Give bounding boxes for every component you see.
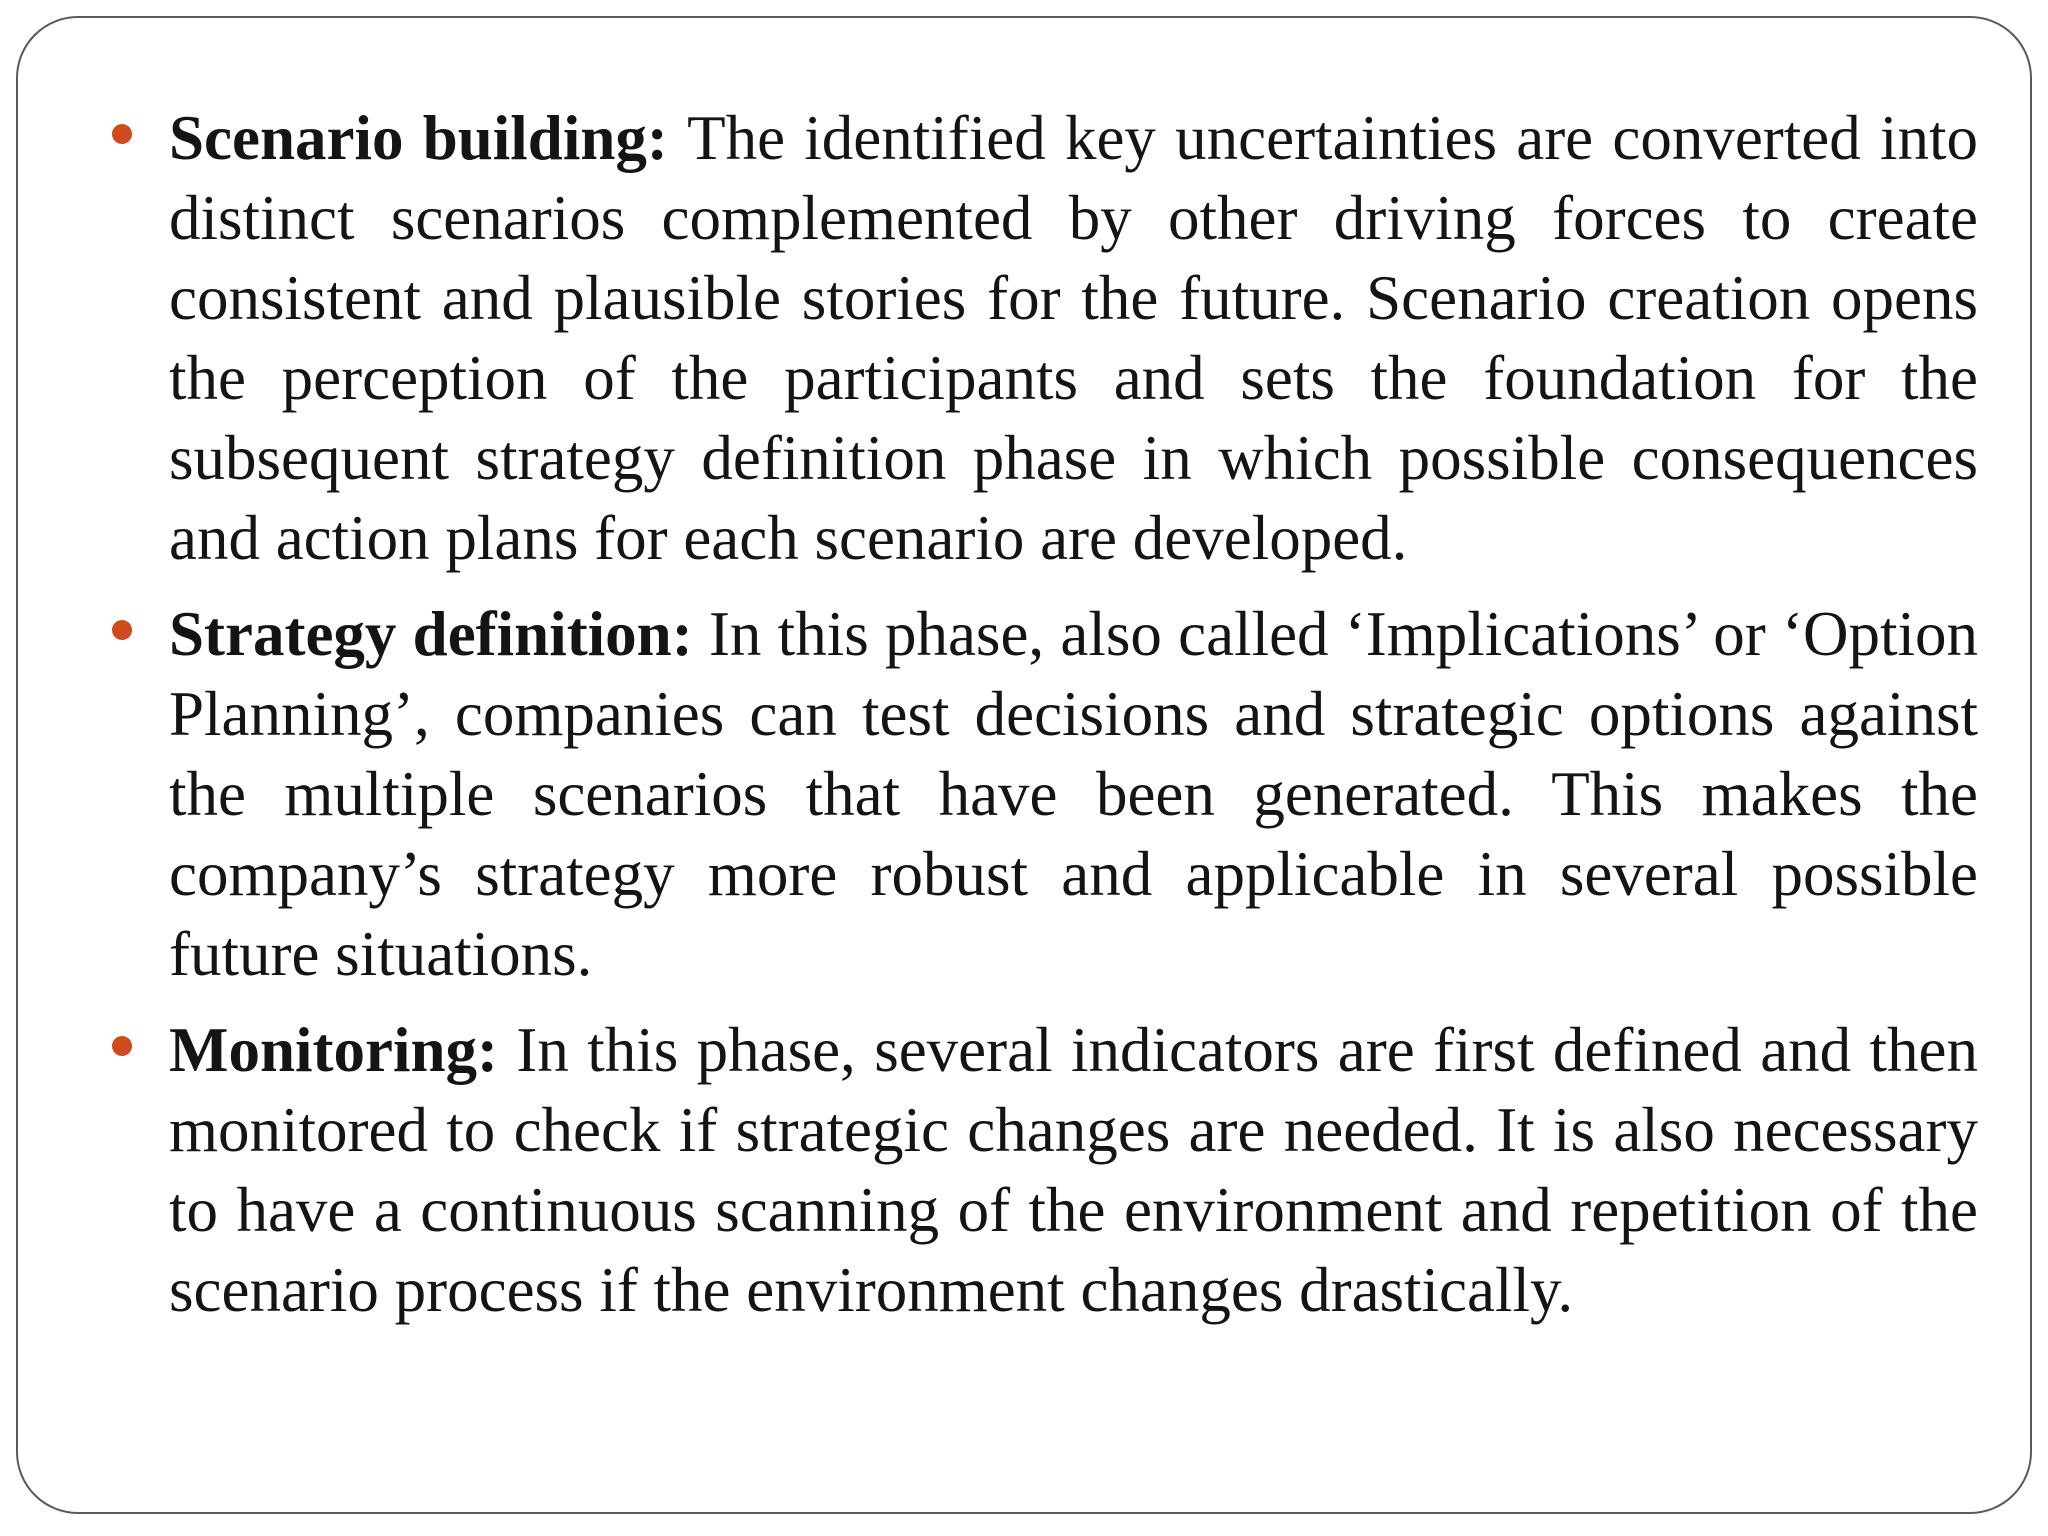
bullet-dot-icon xyxy=(112,124,132,144)
bullet-text: In this phase, also called ‘Implications’ or ‘Option Planning’, companies can test decisions and strategic options against the multiple scenarios that have been generated. This makes the company’s strategy more robust and applicable in several possible future situations. xyxy=(169,599,1978,989)
bullet-dot-icon xyxy=(112,1036,132,1056)
bullet-monitoring xyxy=(110,1010,1978,1330)
bullet-dot-icon xyxy=(112,620,132,640)
bullet-strategy-definition xyxy=(110,594,1978,994)
bullet-scenario-building xyxy=(110,98,1978,578)
bullet-text: The identified key uncertainties are converted into distinct scenarios complemented by other driving forces to create consistent and plausible stories for the future. Scenario creation opens the perception of the participants and sets the foundation for the subsequent strategy definition phase in which possible consequences and action plans for each scenario are developed. xyxy=(169,103,1979,573)
bullet-term: Scenario building: xyxy=(169,103,688,173)
bullet-term: Strategy definition: xyxy=(169,599,709,669)
bullet-text: In this phase, several indicators are first defined and then monitored to check if strategic changes are needed. It is also necessary to have a continuous scanning of the environment and repetition of the scenario process if the environment changes drastically. xyxy=(169,1015,1978,1325)
bullet-term: Monitoring: xyxy=(169,1015,517,1085)
slide-frame xyxy=(16,16,2032,1514)
slide-content xyxy=(110,98,1978,1346)
